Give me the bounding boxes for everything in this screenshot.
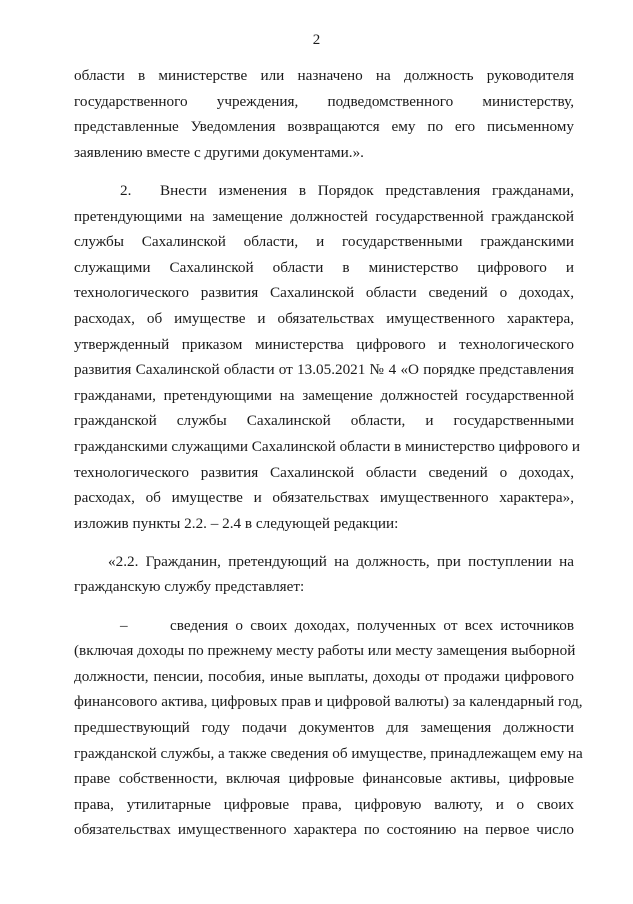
text-line: (включая доходы по прежнему месту работы или месту замещения выборной <box>74 642 576 660</box>
list-dash: – <box>120 616 128 634</box>
text-line: «2.2. Гражданин, претендующий на должность, при поступлении на <box>108 552 574 570</box>
text-line: праве собственности, включая цифровые финансовые активы, цифровые <box>74 770 574 788</box>
text-line: обязательствах имущественного характера по состоянию на первое число <box>74 821 574 839</box>
text-line: расходах, об имуществе и обязательствах имущественного характера», <box>74 489 574 507</box>
text-line: предшествующий году подачи документов для замещения должности <box>74 719 574 737</box>
text-line: сведения о своих доходах, полученных от всех источников <box>170 616 574 634</box>
text-line: гражданами, претендующими на замещение должностей государственной <box>74 386 574 404</box>
text-line: представленные Уведомления возвращаются ему по его письменному <box>74 118 574 136</box>
text-line: права, утилитарные цифровые права, цифровую валюту, и о своих <box>74 795 574 813</box>
text-line: финансового актива, цифровых прав и цифровой валюты) за календарный год, <box>74 693 583 711</box>
dash-list-item-first-line <box>74 613 574 639</box>
text-line: развития Сахалинской области от 13.05.2021 № 4 «О порядке представления <box>74 361 574 379</box>
text-line: изложив пункты 2.2. – 2.4 в следующей редакции: <box>74 514 399 532</box>
text-line: претендующими на замещение должностей государственной гражданской <box>74 207 574 225</box>
text-line: должности, пенсии, пособия, иные выплаты, доходы от продажи цифрового <box>74 667 574 685</box>
paragraph-2-first-line <box>74 178 574 204</box>
text-line: заявлению вместе с другими документами.». <box>74 143 364 161</box>
text-line: утвержденный приказом министерства цифрового и технологического <box>74 335 574 353</box>
text-line: государственного учреждения, подведомственного министерству, <box>74 92 574 110</box>
paragraph-number: 2. <box>120 181 132 199</box>
text-line: расходах, об имуществе и обязательствах имущественного характера, <box>74 309 574 327</box>
document-body <box>74 63 583 843</box>
text-line: гражданскую службу представляет: <box>74 578 305 596</box>
text-line: технологического развития Сахалинской области сведений о доходах, <box>74 284 574 302</box>
text-line: Внести изменения в Порядок представления гражданами, <box>160 181 574 199</box>
text-line: области в министерстве или назначено на должность руководителя <box>74 67 574 84</box>
text-line: службы Сахалинской области, и государственными гражданскими <box>74 233 574 251</box>
text-line: гражданскими служащими Сахалинской области в министерство цифрового и <box>74 437 580 455</box>
text-line: технологического развития Сахалинской области сведений о доходах, <box>74 463 574 481</box>
text-line: служащими Сахалинской области в министерство цифрового и <box>74 258 574 276</box>
text-line: гражданской службы Сахалинской области, и государственными <box>74 412 574 430</box>
page-number: 2 <box>312 32 321 48</box>
text-line: гражданской службы, а также сведения об имуществе, принадлежащем ему на <box>74 744 583 762</box>
